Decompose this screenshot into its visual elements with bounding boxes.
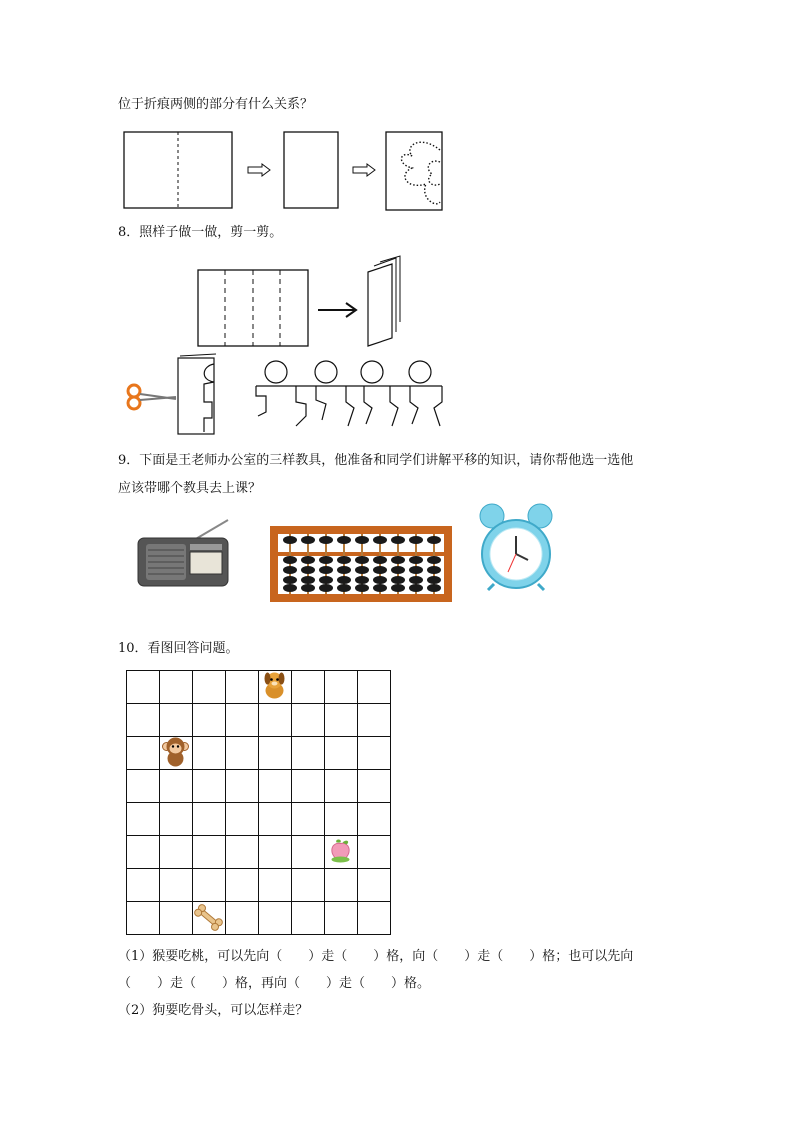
folding-diagram (120, 128, 450, 214)
arrow-right-icon (318, 303, 356, 317)
q8-question-text: 8．照样子做一做，剪一剪。 (118, 225, 283, 240)
q10-sub1-line1: （1）猴要吃桃，可以先向（ ）走（ ）格，向（ ）走（ ）格；也可以先向 (118, 949, 634, 964)
paper-doll-chain (256, 361, 442, 426)
peach-icon (332, 840, 350, 863)
monkey-icon (163, 738, 189, 767)
q10-sub2: （2）狗要吃骨头，可以怎样走？ (118, 1003, 309, 1018)
folded-paper-with-pattern (386, 132, 442, 210)
hollow-arrow-icon (353, 164, 375, 176)
dog-icon (265, 673, 285, 699)
q7-question-text: 位于折痕两侧的部分有什么关系？ (118, 97, 314, 112)
radio-icon[interactable] (136, 518, 232, 588)
q10-question-text: 10．看图回答问题。 (118, 641, 239, 656)
paper-folding-cutout-diagram (120, 252, 460, 436)
grid-pieces (126, 670, 390, 934)
folded-paper-cut-outline (178, 354, 216, 434)
hollow-arrow-icon (248, 164, 270, 176)
q10-sub1-line2: （ ）走（ ）格，再向（ ）走（ ）格。 (118, 976, 431, 991)
bone-icon (193, 903, 224, 932)
q9-question-line1: 9．下面是王老师办公室的三样教具，他准备和同学们讲解平移的知识，请你帮他选一选他 (118, 453, 634, 468)
q9-question-line2: 应该带哪个教具去上课？ (118, 481, 262, 496)
accordion-folded-paper (368, 256, 400, 346)
alarm-clock-icon[interactable] (478, 502, 554, 592)
abacus-icon[interactable] (270, 526, 452, 602)
scissors-icon (128, 385, 176, 409)
folded-paper (284, 132, 338, 208)
